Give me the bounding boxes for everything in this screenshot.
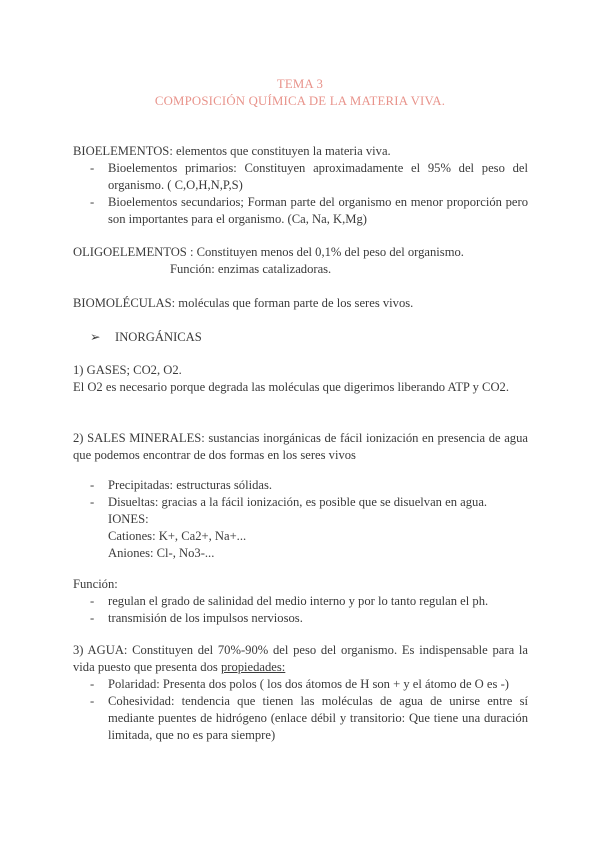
oligoelementos-function: Función: enzimas catalizadoras. [170,262,332,276]
list-item [73,693,528,744]
gases-section [73,362,528,396]
list-item [73,160,528,194]
cationes-text: Cationes: K+, Ca2+, Na+... [108,529,247,543]
inorganicas-label: INORGÁNICAS [115,330,202,344]
aniones-text: Aniones: Cl-, No3-... [108,546,215,560]
bioelementos-section [73,143,528,228]
list-item [73,610,528,627]
funcion-heading: Función: [73,577,118,591]
topic-number: TEMA 3 [276,77,324,91]
dash-bullet: - [90,495,95,509]
agua-heading [73,642,528,676]
list-item [73,593,528,610]
funcion-section [73,576,528,627]
dash-bullet: - [90,195,95,209]
biomoleculas-intro: BIOMOLÉCULAS: moléculas que forman parte de los seres vivos. [73,296,414,310]
agua-section [73,642,528,744]
iones-label: IONES: [108,512,149,526]
agua-heading-text: 3) AGUA: Constituyen del 70%-90% del peso del organismo. Es indispensable para la vida puesto que presenta dos [73,643,528,674]
list-item-text: Disueltas: gracias a la fácil ionización, es posible que se disuelvan en agua. [108,495,488,509]
list-item [73,676,528,693]
oligoelementos-section [73,244,528,278]
sales-list [73,477,528,562]
inorganicas-heading [73,329,545,346]
dash-bullet: - [90,677,95,691]
dash-bullet: - [90,611,95,625]
page-title: COMPOSICIÓN QUÍMICA DE LA MATERIA VIVA. [154,94,446,108]
bioelementos-intro: BIOELEMENTOS: elementos que constituyen la materia viva. [73,144,391,158]
gases-heading: 1) GASES; CO2, O2. [73,363,182,377]
dash-bullet: - [90,694,95,708]
list-item-text: Polaridad: Presenta dos polos ( los dos átomos de H son + y el átomo de O es -) [108,677,509,691]
list-item-text: Bioelementos secundarios; Forman parte del organismo en menor proporción pero son importantes para el organismo. (Ca, Na, K,Mg) [108,195,528,226]
list-item-text: regulan el grado de salinidad del medio interno y por lo tanto regulan el ph. [108,594,489,608]
propiedades-underlined: propiedades: [220,660,286,674]
gases-text: El O2 es necesario porque degrada las moléculas que digerimos liberando ATP y CO2. [73,380,510,394]
arrow-bullet-icon: ➢ [90,330,101,344]
list-item-text: transmisión de los impulsos nerviosos. [108,611,303,625]
list-item-text: Precipitadas: estructuras sólidas. [108,478,273,492]
oligoelementos-intro: OLIGOELEMENTOS : Constituyen menos del 0,1% del peso del organismo. [73,245,464,259]
list-item-text: Bioelementos primarios: Constituyen aproximadamente el 95% del peso del organismo. ( C,O,H,N,P,S) [108,161,528,192]
sales-heading: 2) SALES MINERALES: sustancias inorgánicas de fácil ionización en presencia de agua que podemos encontrar de dos formas en los seres vivos [73,431,528,462]
dash-bullet: - [90,594,95,608]
list-item [73,194,528,228]
list-item [73,494,528,511]
list-item-text: Cohesividad: tendencia que tienen las moléculas de agua de unirse entre sí mediante puentes de hidrógeno (enlace débil y transitorio: Que tiene una duración limitada, que no es para siempre) [108,694,528,742]
list-item [73,477,528,494]
dash-bullet: - [90,478,95,492]
dash-bullet: - [90,161,95,175]
